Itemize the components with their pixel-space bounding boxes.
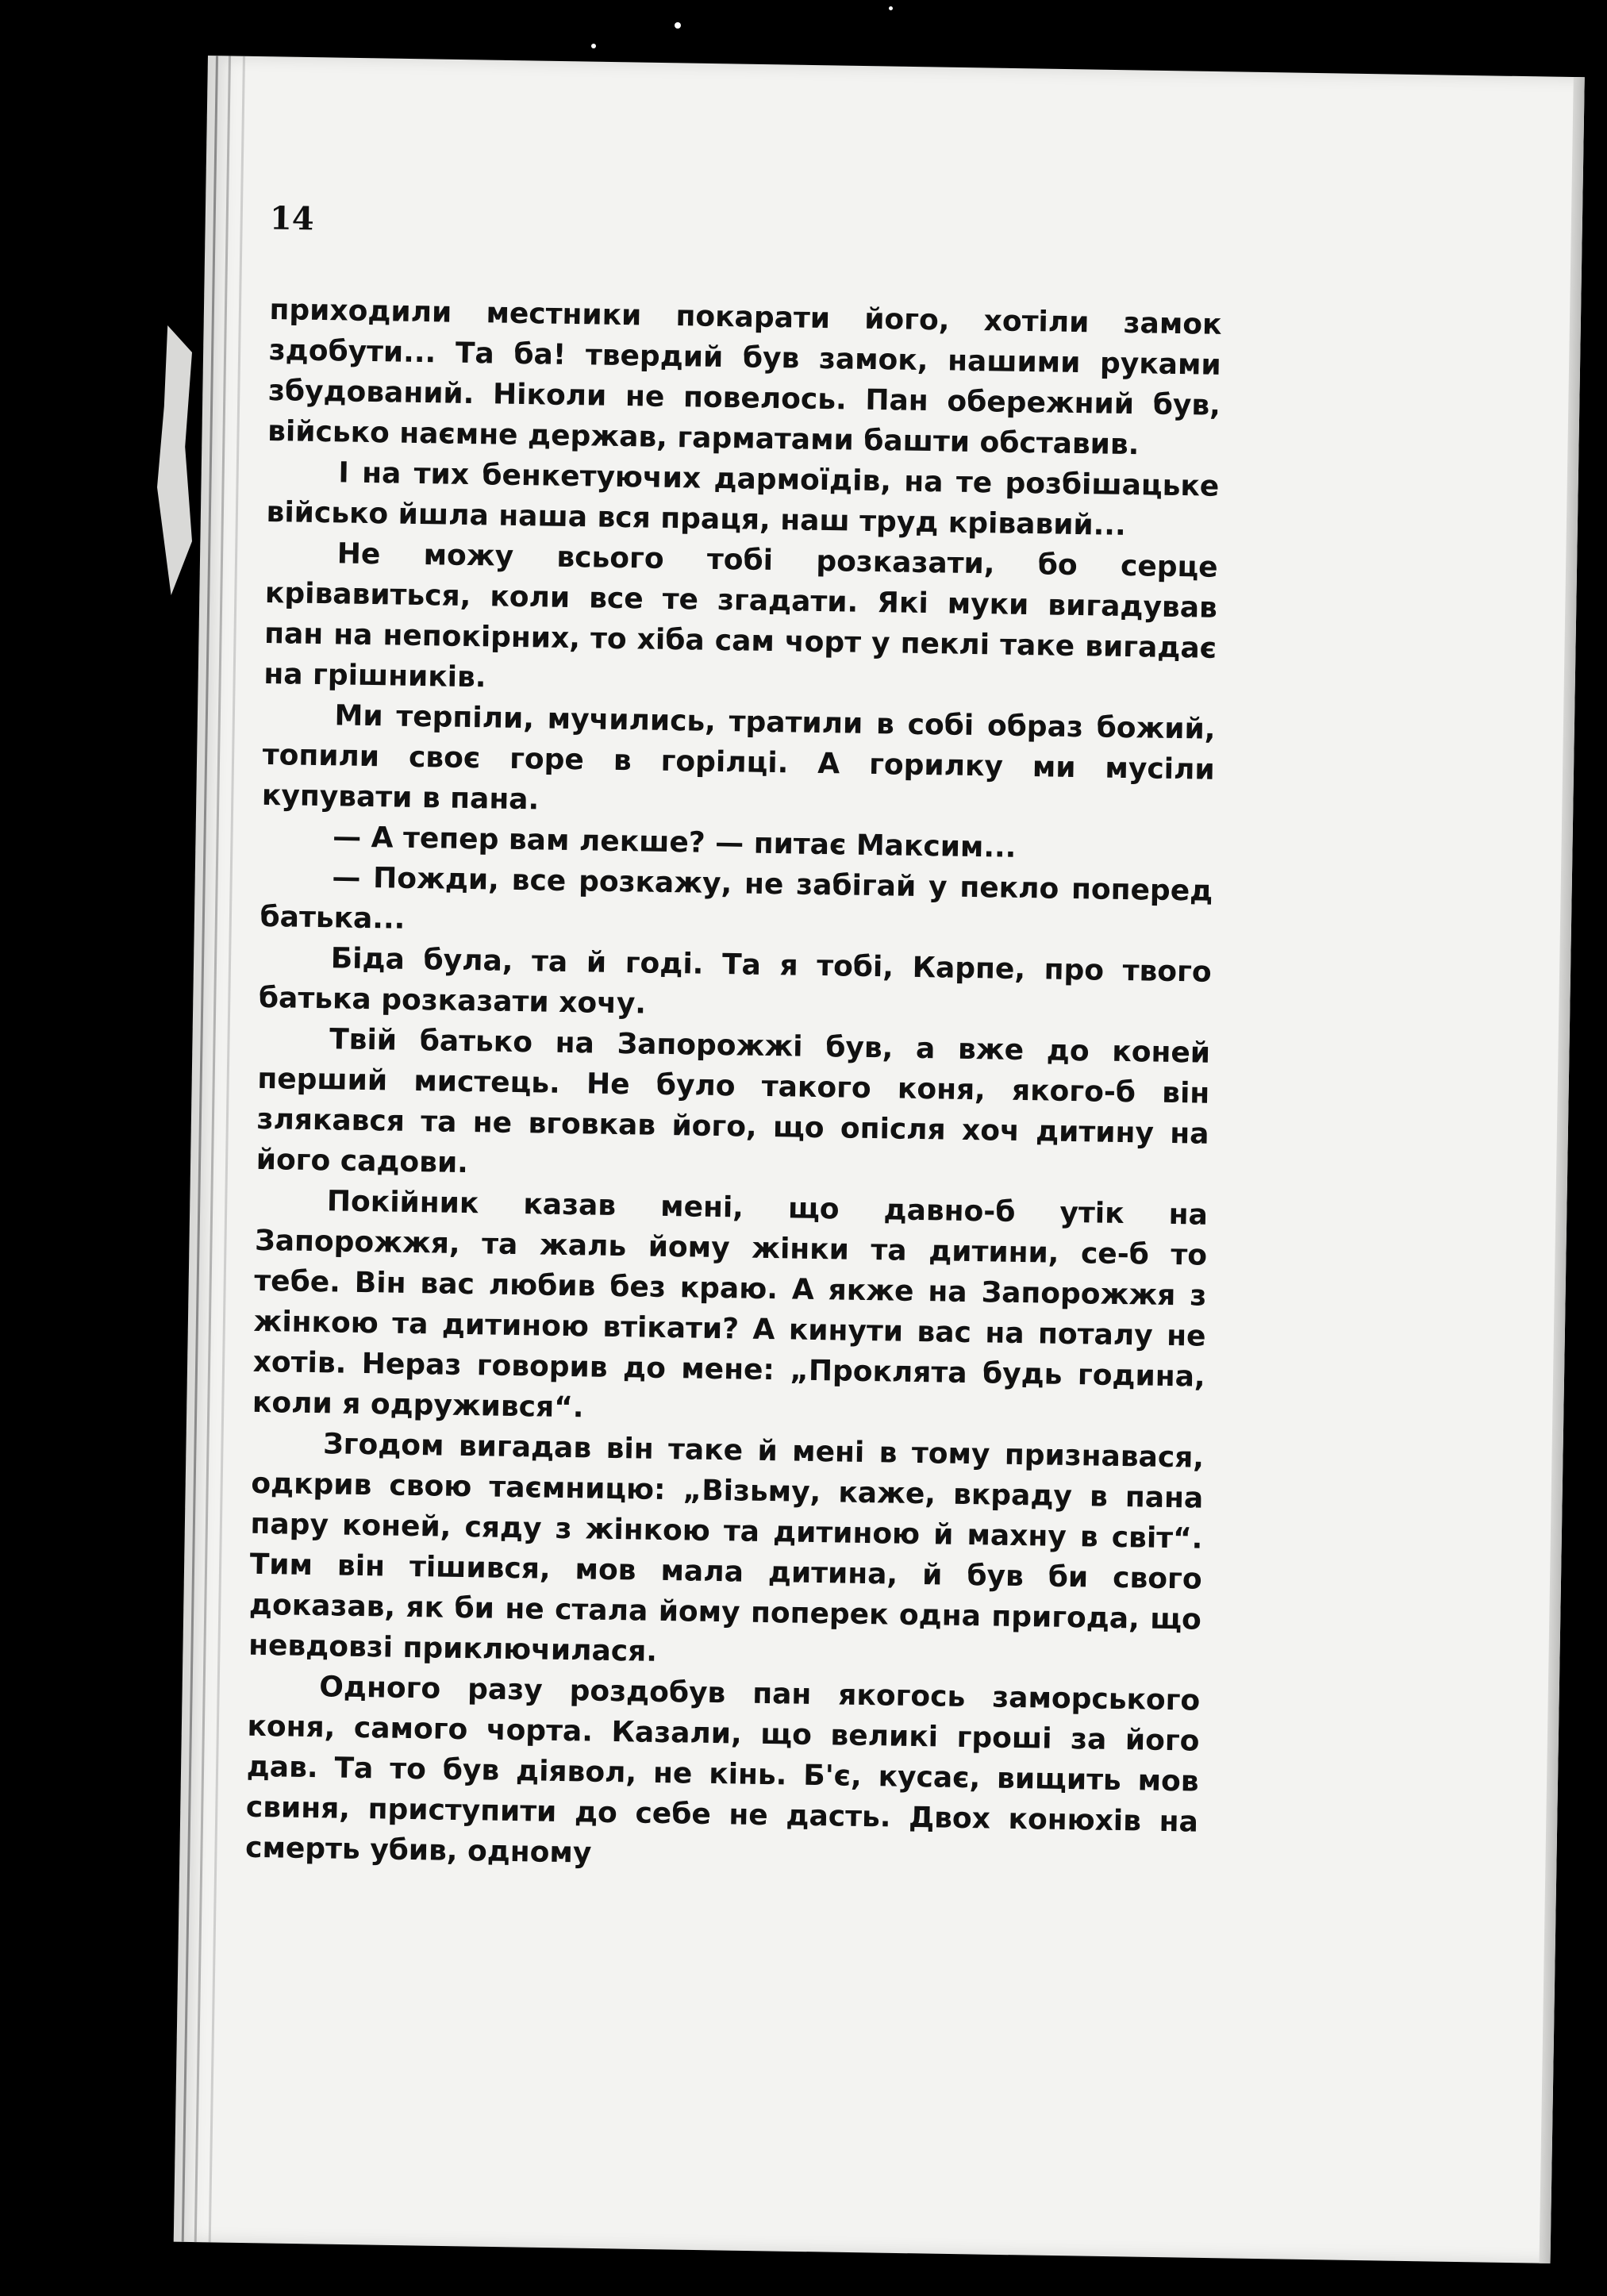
- paragraph: — Пожди, все розкажу, не забігай у пекло поперед батька...: [260, 861, 1213, 936]
- torn-page-edge: [157, 325, 192, 595]
- paragraph: Твій батько на Запорожжі був, а вже до коней перший мистець. Не було такого коня, якого-б він злякався та не вговкав його, що опісля хоч дитину на його садови.: [256, 1023, 1211, 1180]
- page-binding-edge: [209, 56, 245, 2243]
- page-text: [245, 290, 1222, 1883]
- dust-speck: [675, 22, 681, 29]
- page-number: 14: [269, 199, 315, 238]
- dust-speck: [591, 44, 596, 48]
- paragraph: Покійник казав мені, що давно-б утік на Запорожжя, та жаль йому жінки та дитини, се-б то тебе. Він вас любив без краю. А якже на Запорожжя з жінкою та дитиною втікати? А кинути вас на поталу не хотів. Нераз говорив до мене: „Проклята будь година, коли я одружився“.: [252, 1185, 1209, 1425]
- paragraph: приходили местники покарати його, хотіли замок здобути... Та ба! твердий був замок, нашими руками збудований. Ніколи не повелось. Пан обережний був, військо наємне держав, гарматами башти обставив.: [267, 293, 1222, 462]
- paragraph: І на тих бенкетуючих дармоїдів, на те розбішацьке військо йшла наша вся праця, наш труд крівавий...: [266, 456, 1220, 542]
- paragraph: Біда була, та й годі. Та я тобі, Карпе, про твого батька розказати хочу.: [258, 942, 1212, 1021]
- paragraph: Ми терпіли, мучились, тратили в собі образ божий, топили своє горе в горілці. А горилку ми мусіли купувати в пана.: [261, 699, 1216, 817]
- paragraph: Згодом вигадав він таке й мені в тому признавася, одкрив свою таємницю: „Візьму, каже, вкраду в пана пару коней, сяду з жінкою та дитиною й махну в світ“. Тим він тішився, мов мала дитина, й був би свого доказав, як би не стала йому поперек одна пригода, що невдовзі приключилася.: [248, 1428, 1205, 1668]
- paragraph: Одного разу роздобув пан якогось заморського коня, самого чорта. Казали, що великі гроші за його дав. Та то був діявол, не кінь. Б'є, кусає, вищить мов свиня, приступити до себе не дасть. Двох конюхів на смерть убив, одному: [244, 1671, 1201, 1870]
- dust-speck: [889, 6, 893, 10]
- page-right-edge: [1540, 77, 1585, 2263]
- paragraph: — А тепер вам лекше? — питає Максим...: [332, 821, 1017, 864]
- paragraph: Не можу всього тобі розказати, бо серце крівавиться, коли все те згадати. Які муки вигадував пан на непокірних, то хіба сам чорт у пеклі таке вигадає на грішників.: [263, 537, 1218, 694]
